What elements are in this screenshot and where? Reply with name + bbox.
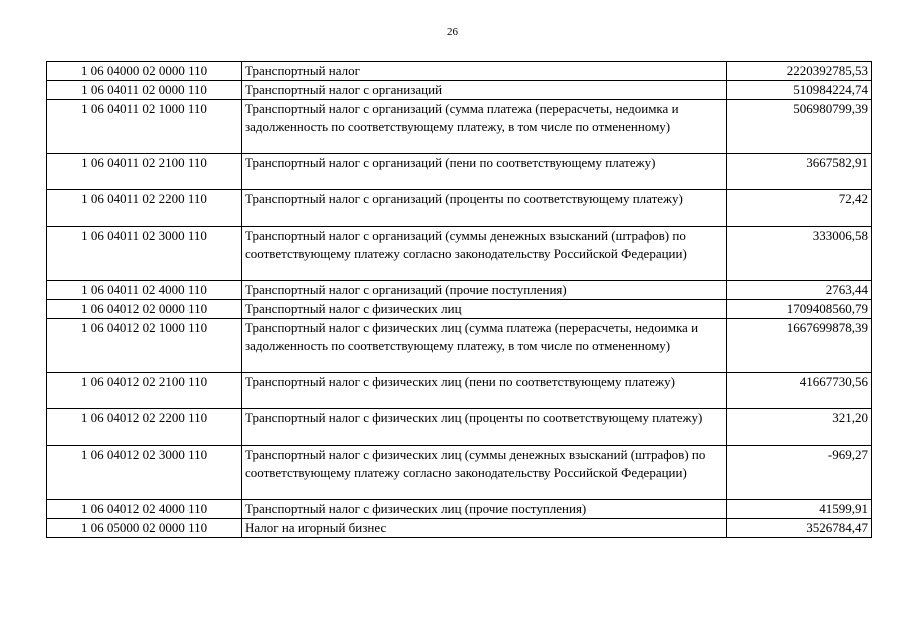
revenue-name-cell: Транспортный налог с организаций xyxy=(242,81,727,100)
revenue-name-cell: Транспортный налог с физических лиц (прочие поступления) xyxy=(242,500,727,519)
revenue-name-cell: Транспортный налог с организаций (суммы денежных взысканий (штрафов) по соответствующему платежу согласно законодательству Российской Федерации) xyxy=(242,227,727,281)
budget-code-cell: 1 06 04011 02 2100 110 xyxy=(47,154,242,190)
amount-cell: 2763,44 xyxy=(727,281,872,300)
revenue-name-cell: Транспортный налог с организаций (пени по соответствующему платежу) xyxy=(242,154,727,190)
revenue-name-cell: Транспортный налог с физических лиц (суммы денежных взысканий (штрафов) по соответствующему платежу согласно законодательству Российской Федерации) xyxy=(242,446,727,500)
amount-cell: 506980799,39 xyxy=(727,100,872,154)
amount-cell: 1667699878,39 xyxy=(727,319,872,373)
budget-code-cell: 1 06 04000 02 0000 110 xyxy=(47,62,242,81)
page-number: 26 xyxy=(447,26,458,38)
amount-cell: 41667730,56 xyxy=(727,373,872,409)
revenue-name-cell: Транспортный налог с организаций (прочие поступления) xyxy=(242,281,727,300)
amount-cell: 72,42 xyxy=(727,190,872,227)
amount-cell: 3667582,91 xyxy=(727,154,872,190)
budget-code-cell: 1 06 04012 02 2100 110 xyxy=(47,373,242,409)
table-row xyxy=(47,500,872,519)
revenue-name-cell: Транспортный налог с физических лиц (проценты по соответствующему платежу) xyxy=(242,409,727,446)
amount-cell: 333006,58 xyxy=(727,227,872,281)
table-row xyxy=(47,319,872,373)
budget-code-cell: 1 06 04012 02 3000 110 xyxy=(47,446,242,500)
revenue-name-cell: Налог на игорный бизнес xyxy=(242,519,727,538)
table-row xyxy=(47,62,872,81)
table-row xyxy=(47,154,872,190)
table-row xyxy=(47,227,872,281)
table-row xyxy=(47,100,872,154)
budget-code-cell: 1 06 04011 02 0000 110 xyxy=(47,81,242,100)
budget-code-cell: 1 06 04012 02 2200 110 xyxy=(47,409,242,446)
amount-cell: 510984224,74 xyxy=(727,81,872,100)
revenue-name-cell: Транспортный налог xyxy=(242,62,727,81)
table-row xyxy=(47,409,872,446)
budget-code-cell: 1 06 04011 02 2200 110 xyxy=(47,190,242,227)
table-row xyxy=(47,281,872,300)
revenue-name-cell: Транспортный налог с физических лиц xyxy=(242,300,727,319)
revenue-name-cell: Транспортный налог с физических лиц (сумма платежа (перерасчеты, недоимка и задолженность по соответствующему платежу, в том числе по отмененному) xyxy=(242,319,727,373)
revenue-name-cell: Транспортный налог с физических лиц (пени по соответствующему платежу) xyxy=(242,373,727,409)
budget-code-cell: 1 06 04011 02 1000 110 xyxy=(47,100,242,154)
revenue-name-cell: Транспортный налог с организаций (проценты по соответствующему платежу) xyxy=(242,190,727,227)
budget-table-body xyxy=(47,62,872,538)
table-row xyxy=(47,519,872,538)
budget-code-cell: 1 06 04012 02 4000 110 xyxy=(47,500,242,519)
amount-cell: 41599,91 xyxy=(727,500,872,519)
table-row xyxy=(47,81,872,100)
amount-cell: 3526784,47 xyxy=(727,519,872,538)
table-row xyxy=(47,373,872,409)
amount-cell: 321,20 xyxy=(727,409,872,446)
amount-cell: 1709408560,79 xyxy=(727,300,872,319)
table-row xyxy=(47,190,872,227)
budget-table xyxy=(46,61,872,538)
budget-code-cell: 1 06 04012 02 0000 110 xyxy=(47,300,242,319)
amount-cell: -969,27 xyxy=(727,446,872,500)
budget-code-cell: 1 06 04012 02 1000 110 xyxy=(47,319,242,373)
amount-cell: 2220392785,53 xyxy=(727,62,872,81)
table-row xyxy=(47,300,872,319)
budget-code-cell: 1 06 05000 02 0000 110 xyxy=(47,519,242,538)
budget-code-cell: 1 06 04011 02 4000 110 xyxy=(47,281,242,300)
table-row xyxy=(47,446,872,500)
budget-code-cell: 1 06 04011 02 3000 110 xyxy=(47,227,242,281)
revenue-name-cell: Транспортный налог с организаций (сумма платежа (перерасчеты, недоимка и задолженность по соответствующему платежу, в том числе по отмененному) xyxy=(242,100,727,154)
